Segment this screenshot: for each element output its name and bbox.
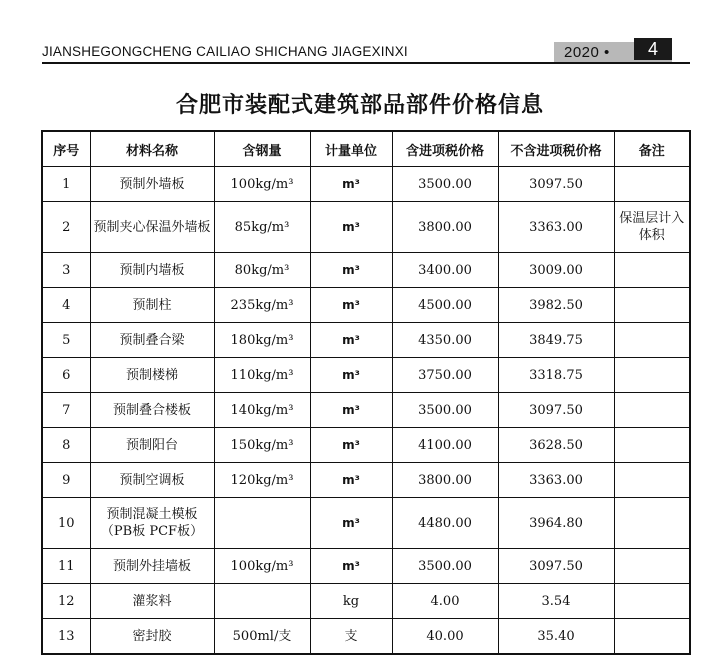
table-row — [42, 498, 690, 549]
running-title: JIANSHEGONGCHENG CAILIAO SHICHANG JIAGEXINXI — [42, 44, 408, 59]
header-rule — [42, 62, 690, 64]
cell-steel: 110kg/m³ — [214, 358, 310, 393]
cell-no: 1 — [42, 167, 90, 202]
cell-no: 9 — [42, 463, 90, 498]
cell-price-notax: 3009.00 — [498, 253, 614, 288]
cell-unit: m³ — [310, 253, 392, 288]
cell-steel: 85kg/m³ — [214, 202, 310, 253]
cell-price-notax: 3097.50 — [498, 393, 614, 428]
table-row — [42, 358, 690, 393]
year-badge — [554, 39, 672, 62]
cell-price-tax: 4350.00 — [392, 323, 498, 358]
cell-unit: m³ — [310, 167, 392, 202]
cell-note — [614, 428, 690, 463]
cell-price-notax: 3318.75 — [498, 358, 614, 393]
cell-name: 预制空调板 — [90, 463, 214, 498]
issue-year: 2020 • — [564, 44, 610, 61]
table-row — [42, 167, 690, 202]
cell-unit: m³ — [310, 288, 392, 323]
cell-unit: m³ — [310, 498, 392, 549]
cell-price-tax: 3400.00 — [392, 253, 498, 288]
table-row — [42, 428, 690, 463]
cell-price-tax: 40.00 — [392, 619, 498, 655]
cell-steel: 100kg/m³ — [214, 549, 310, 584]
cell-steel: 100kg/m³ — [214, 167, 310, 202]
cell-name: 预制夹心保温外墙板 — [90, 202, 214, 253]
col-header-no: 序号 — [42, 131, 90, 167]
cell-no: 8 — [42, 428, 90, 463]
cell-note — [614, 549, 690, 584]
cell-price-tax: 4500.00 — [392, 288, 498, 323]
cell-price-tax: 4.00 — [392, 584, 498, 619]
cell-no: 5 — [42, 323, 90, 358]
cell-steel — [214, 584, 310, 619]
cell-steel: 500ml/支 — [214, 619, 310, 655]
cell-no: 3 — [42, 253, 90, 288]
cell-name: 预制阳台 — [90, 428, 214, 463]
cell-price-tax: 3500.00 — [392, 549, 498, 584]
table-row — [42, 584, 690, 619]
page-number: 4 — [634, 38, 672, 60]
cell-unit: m³ — [310, 428, 392, 463]
cell-note — [614, 498, 690, 549]
cell-name: 预制叠合楼板 — [90, 393, 214, 428]
cell-name: 预制叠合梁 — [90, 323, 214, 358]
cell-note — [614, 167, 690, 202]
cell-steel: 180kg/m³ — [214, 323, 310, 358]
running-header — [42, 40, 690, 64]
col-header-unit: 计量单位 — [310, 131, 392, 167]
cell-no: 11 — [42, 549, 90, 584]
cell-price-tax: 3500.00 — [392, 393, 498, 428]
cell-unit: kg — [310, 584, 392, 619]
cell-price-notax: 35.40 — [498, 619, 614, 655]
cell-name: 预制楼梯 — [90, 358, 214, 393]
cell-unit: m³ — [310, 393, 392, 428]
price-table — [41, 130, 691, 655]
cell-price-notax: 3097.50 — [498, 167, 614, 202]
table-row — [42, 202, 690, 253]
cell-name: 预制外墙板 — [90, 167, 214, 202]
cell-unit: m³ — [310, 463, 392, 498]
cell-note — [614, 323, 690, 358]
cell-no: 6 — [42, 358, 90, 393]
table-row — [42, 253, 690, 288]
cell-price-tax: 3500.00 — [392, 167, 498, 202]
cell-note — [614, 393, 690, 428]
cell-steel — [214, 498, 310, 549]
cell-note — [614, 619, 690, 655]
col-header-steel: 含钢量 — [214, 131, 310, 167]
cell-name: 预制内墙板 — [90, 253, 214, 288]
cell-steel: 150kg/m³ — [214, 428, 310, 463]
table-row — [42, 619, 690, 655]
cell-steel: 235kg/m³ — [214, 288, 310, 323]
cell-price-tax: 4480.00 — [392, 498, 498, 549]
cell-price-notax: 3849.75 — [498, 323, 614, 358]
col-header-note: 备注 — [614, 131, 690, 167]
table-row — [42, 549, 690, 584]
cell-no: 2 — [42, 202, 90, 253]
cell-unit: m³ — [310, 202, 392, 253]
cell-name: 预制外挂墙板 — [90, 549, 214, 584]
cell-price-notax: 3.54 — [498, 584, 614, 619]
cell-unit: m³ — [310, 549, 392, 584]
cell-no: 12 — [42, 584, 90, 619]
cell-price-notax: 3363.00 — [498, 463, 614, 498]
cell-price-tax: 3800.00 — [392, 202, 498, 253]
cell-note — [614, 253, 690, 288]
cell-steel: 80kg/m³ — [214, 253, 310, 288]
separator-dot: • — [604, 44, 610, 61]
cell-price-tax: 4100.00 — [392, 428, 498, 463]
cell-name: 预制混凝土模板（PB板 PCF板） — [90, 498, 214, 549]
cell-no: 13 — [42, 619, 90, 655]
cell-price-notax: 3363.00 — [498, 202, 614, 253]
col-header-name: 材料名称 — [90, 131, 214, 167]
cell-no: 7 — [42, 393, 90, 428]
cell-name: 灌浆料 — [90, 584, 214, 619]
cell-price-tax: 3750.00 — [392, 358, 498, 393]
document-title: 合肥市装配式建筑部品部件价格信息 — [175, 92, 544, 118]
cell-no: 4 — [42, 288, 90, 323]
table-header-row — [42, 131, 690, 167]
table-row — [42, 323, 690, 358]
cell-price-notax: 3982.50 — [498, 288, 614, 323]
cell-unit: m³ — [310, 323, 392, 358]
cell-note — [614, 463, 690, 498]
cell-unit: m³ — [310, 358, 392, 393]
cell-price-tax: 3800.00 — [392, 463, 498, 498]
cell-steel: 140kg/m³ — [214, 393, 310, 428]
cell-note — [614, 288, 690, 323]
col-header-price-notax: 不含进项税价格 — [498, 131, 614, 167]
cell-no: 10 — [42, 498, 90, 549]
cell-note — [614, 584, 690, 619]
cell-name: 预制柱 — [90, 288, 214, 323]
table-body — [42, 167, 690, 655]
cell-name: 密封胶 — [90, 619, 214, 655]
table-row — [42, 393, 690, 428]
cell-note: 保温层计入体积 — [614, 202, 690, 253]
col-header-price-tax: 含进项税价格 — [392, 131, 498, 167]
cell-steel: 120kg/m³ — [214, 463, 310, 498]
cell-price-notax: 3097.50 — [498, 549, 614, 584]
cell-unit: 支 — [310, 619, 392, 655]
cell-price-notax: 3628.50 — [498, 428, 614, 463]
table-row — [42, 288, 690, 323]
table-row — [42, 463, 690, 498]
cell-price-notax: 3964.80 — [498, 498, 614, 549]
cell-note — [614, 358, 690, 393]
